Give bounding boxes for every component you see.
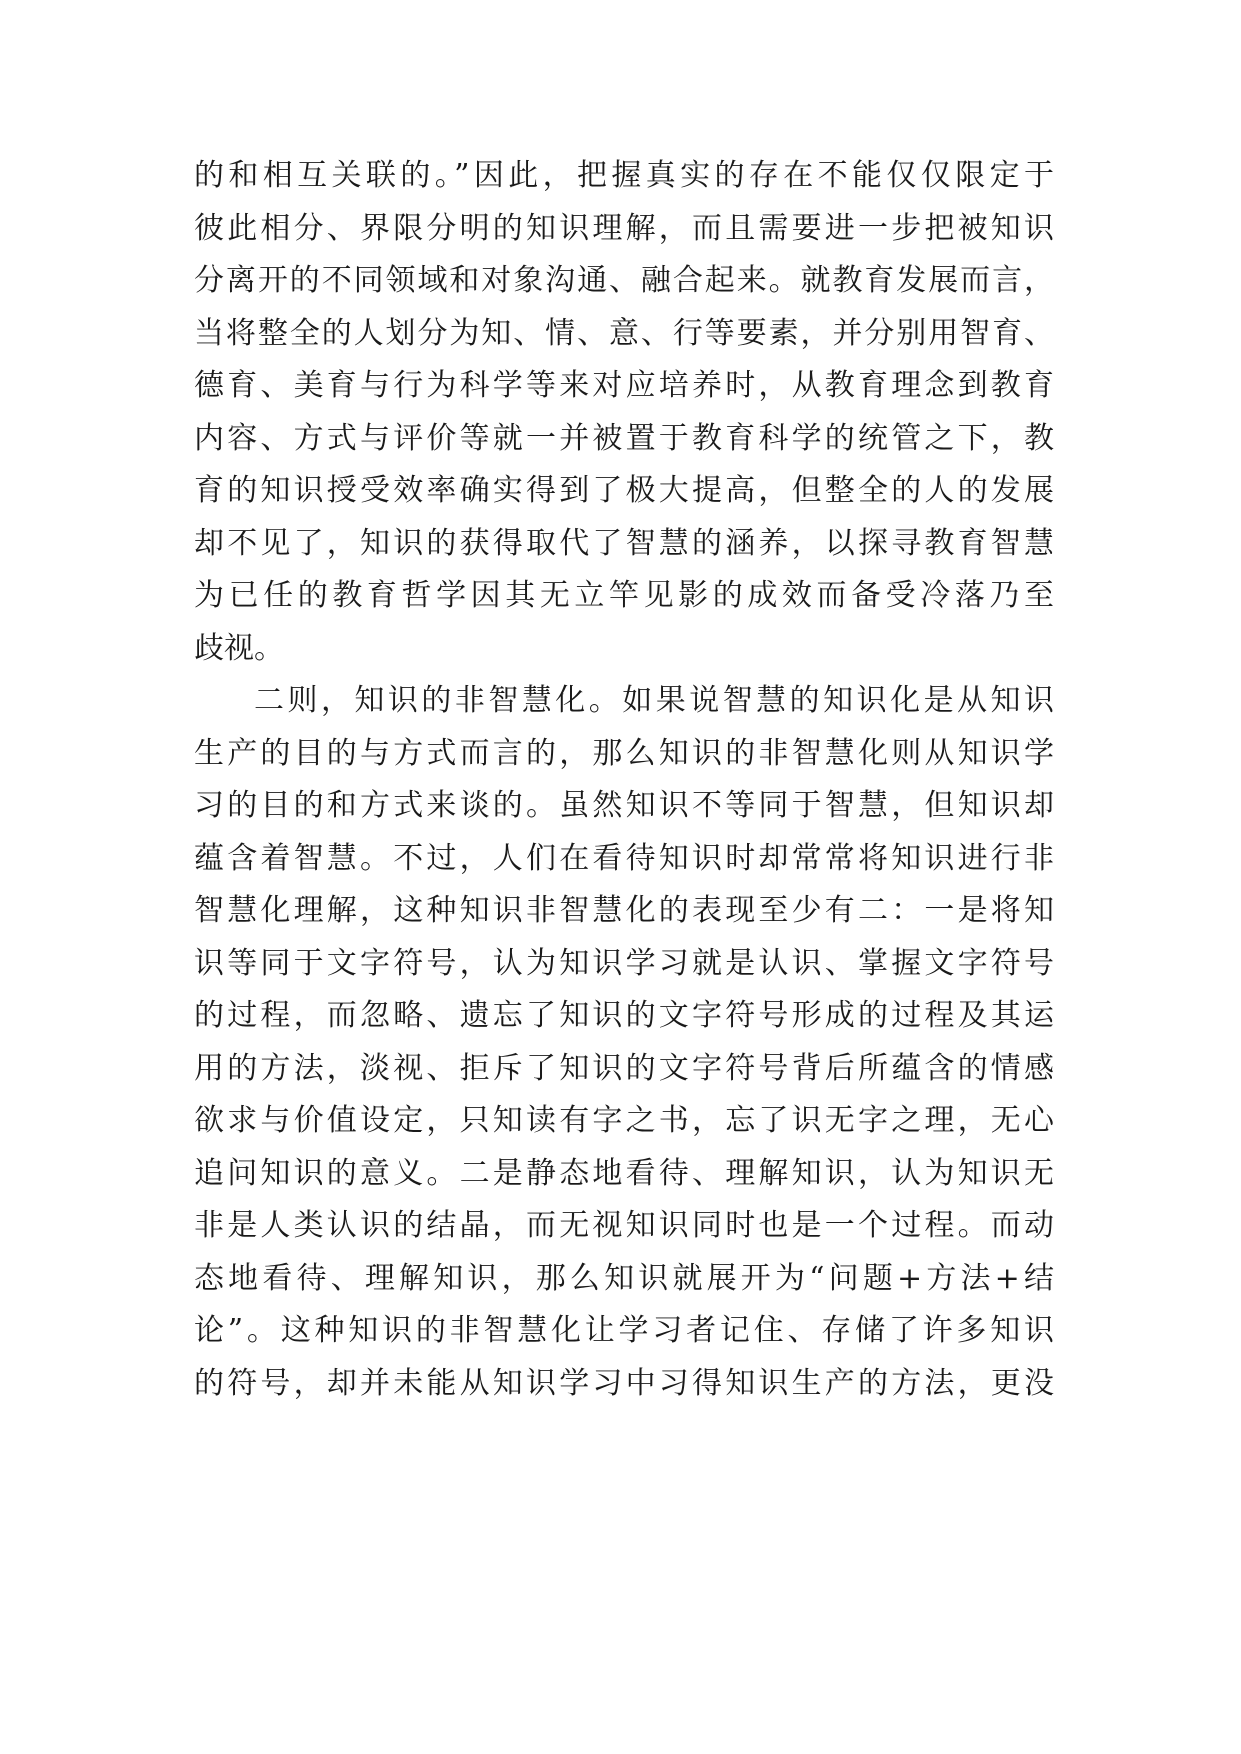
text-line: 的过程，而忽略、遗忘了知识的文字符号形成的过程及其运 (194, 998, 1054, 1033)
text-line: 内容、方式与评价等就一并被置于教育科学的统管之下，教 (194, 420, 1054, 456)
paragraph (194, 675, 1054, 1410)
text-line: 习的目的和方式来谈的。虽然知识不等同于智慧，但知识却 (194, 788, 1054, 823)
text-line: 歧视。 (194, 630, 284, 666)
paragraph (194, 150, 1054, 675)
text-line: 二则，知识的非智慧化。如果说智慧的知识化是从知识 (254, 683, 1054, 718)
text-line: 论”。这种知识的非智慧化让学习者记住、存储了许多知识 (194, 1313, 1054, 1348)
text-line: 分离开的不同领域和对象沟通、融合起来。就教育发展而言， (194, 263, 1054, 298)
text-line: 非是人类认识的结晶，而无视知识同时也是一个过程。而动 (194, 1208, 1054, 1243)
text-line: 育的知识授受效率确实得到了极大提高，但整全的人的发展 (194, 473, 1054, 508)
text-line: 为已任的教育哲学因其无立竿见影的成效而备受冷落乃至 (194, 578, 1054, 613)
text-line: 蕴含着智慧。不过，人们在看待知识时却常常将知识进行非 (194, 840, 1054, 876)
text-line: 智慧化理解，这种知识非智慧化的表现至少有二：一是将知 (194, 893, 1054, 928)
text-line: 彼此相分、界限分明的知识理解，而且需要进一步把被知识 (194, 210, 1054, 246)
text-line: 追问知识的意义。二是静态地看待、理解知识，认为知识无 (194, 1155, 1054, 1191)
text-line: 却不见了，知识的获得取代了智慧的涵养，以探寻教育智慧 (194, 525, 1054, 561)
text-line: 的和相互关联的。”因此，把握真实的存在不能仅仅限定于 (194, 158, 1054, 193)
text-line: 识等同于文字符号，认为知识学习就是认识、掌握文字符号 (194, 945, 1054, 981)
text-line: 德育、美育与行为科学等来对应培养时，从教育理念到教育 (194, 368, 1054, 403)
text-line: 态地看待、理解知识，那么知识就展开为“问题+方法+结 (194, 1260, 1054, 1296)
text-line: 的符号，却并未能从知识学习中习得知识生产的方法，更没 (194, 1365, 1054, 1401)
text-line: 生产的目的与方式而言的，那么知识的非智慧化则从知识学 (194, 735, 1054, 771)
body-text (194, 150, 1054, 1410)
text-line: 欲求与价值设定，只知读有字之书，忘了识无字之理，无心 (194, 1103, 1054, 1138)
text-line: 当将整全的人划分为知、情、意、行等要素，并分别用智育、 (194, 315, 1054, 351)
text-line: 用的方法，淡视、拒斥了知识的文字符号背后所蕴含的情感 (194, 1050, 1054, 1086)
